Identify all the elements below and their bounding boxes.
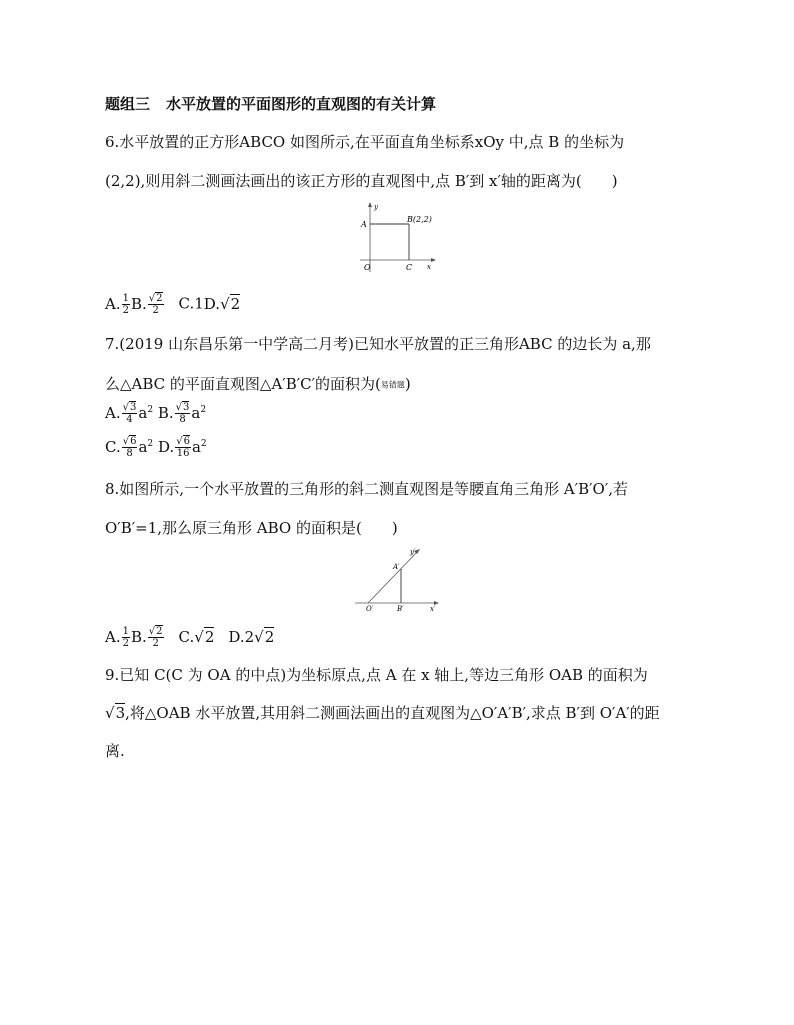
q6-line1: 6.水平放置的正方形ABCO 如图所示,在平面直角坐标系xOy 中,点 B 的坐标为 [105, 133, 625, 151]
q8-option-c: C.√2 [178, 627, 215, 646]
q7-options-ab [105, 402, 206, 425]
q8-option-b: B. $\frac{√2}{2}$ [130, 626, 163, 649]
q8-label-b: B′ [397, 605, 404, 613]
q8-label-a: A′ [393, 563, 400, 571]
q6-label-o: O [364, 263, 371, 272]
q6-x-arrow [431, 258, 436, 262]
q7-option-d: D. $\frac{√6}{16}$ $a^2$ [157, 436, 207, 459]
q6-y-arrow [368, 202, 372, 207]
q8-label-y: y′ [410, 548, 416, 556]
q6-option-d: D.√2 [203, 294, 241, 313]
q7-option-a: A. $\frac{√3}{4}$ $a^2$ [105, 402, 154, 425]
q6-option-b: B. $\frac{√2}{2}$ [130, 293, 163, 316]
q9-line1: 9.已知 C(C 为 OA 的中点)为坐标原点,点 A 在 x 轴上,等边三角形 OAB 的面积为 [105, 666, 648, 684]
q7-options-cd [105, 436, 207, 459]
section-heading [105, 93, 436, 114]
q8-options [105, 626, 274, 649]
q7-line2: 么△ABC 的平面直观图△A′B′C′的面积为(易错题) [105, 375, 411, 393]
q8-figure [350, 544, 445, 614]
q8-option-d: D.2√2 [228, 627, 275, 646]
q7-option-c: C. $\frac{√6}{8}$ $a^2$ [105, 436, 154, 459]
q6-figure [355, 200, 440, 275]
q8-label-x: x′ [430, 605, 436, 613]
section-label: 题组三 [105, 95, 151, 113]
section-title: 水平放置的平面图形的直观图的有关计算 [166, 95, 437, 113]
q6-option-c: C.1 [178, 294, 204, 313]
q6-option-a: A. $\frac{1}{2}$ [105, 293, 129, 316]
q8-line1: 8.如图所示,一个水平放置的三角形的斜二测直观图是等腰直角三角形 A′B′O′,若 [105, 480, 628, 498]
q8-y-axis [368, 551, 418, 603]
q6-label-c: C [406, 263, 413, 272]
q6-label-x: x [427, 263, 431, 271]
q7-line1: 7.(2019 山东昌乐第一中学高二月考)已知水平放置的正三角形ABC 的边长为 a,那 [105, 335, 651, 353]
q9-line2: √3,将△OAB 水平放置,其用斜二测画法画出的直观图为△O′A′B′,求点 B′到 O′A′的距 [105, 704, 660, 722]
q8-line2: O′B′=1,那么原三角形 ABO 的面积是( ) [105, 519, 398, 537]
q9-line3: 离. [105, 742, 125, 760]
q7-option-b: B. $\frac{√3}{8}$ $a^2$ [157, 402, 207, 425]
q7-note: 易错题 [380, 380, 405, 390]
q8-label-o: O′ [366, 605, 374, 613]
q6-label-b: B(2,2) [407, 215, 432, 224]
q8-option-a: A. $\frac{1}{2}$ [105, 626, 129, 649]
q6-label-a: A [361, 220, 367, 229]
q6-options [105, 293, 240, 316]
q6-label-y: y [374, 203, 378, 211]
q6-line2: (2,2),则用斜二测画法画出的该正方形的直观图中,点 B′到 x′轴的距离为( ) [105, 172, 618, 190]
